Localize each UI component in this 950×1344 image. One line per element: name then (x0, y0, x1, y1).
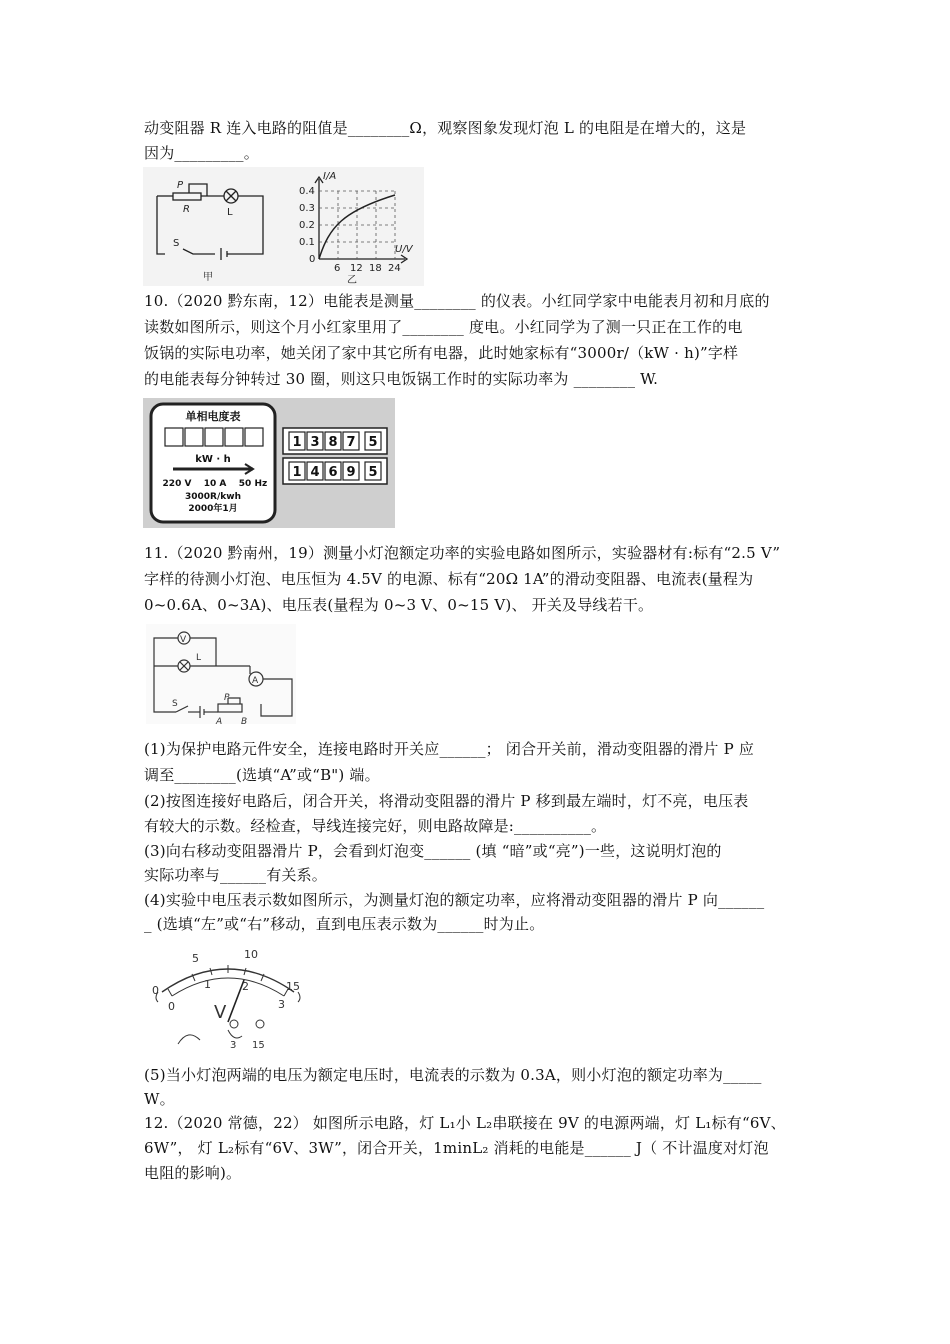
text-line: (1)为保护电路元件安全，连接电路时开关应______； 闭合开关前，滑动变阻器的滑片 P 应 (144, 740, 755, 758)
meter-unit: kW · h (195, 454, 231, 465)
reading1-digit: 1 (292, 435, 302, 450)
reading2-digit: 9 (346, 465, 356, 480)
text-line: 11.（2020 黔南州，19）测量小灯泡额定功率的实验电路如图所示，实验器材有:标有“2.5 V” (144, 544, 781, 562)
text-line: 读数如图所示，则这个月小红家里用了________ 度电。小红同学为了测一只正在工作的电 (144, 318, 743, 336)
reading2-digit: 1 (292, 465, 302, 480)
text-line: 有较大的示数。经检查，导线连接完好，则电路故障是:__________。 (144, 817, 607, 835)
scale-outer: 15 (286, 980, 300, 993)
text-line: W。 (144, 1090, 175, 1108)
text-line: 10.（2020 黔东南，12）电能表是测量________ 的仪表。小红同学家中电能表月初和月底的 (144, 292, 770, 310)
xtick: 18 (369, 263, 382, 274)
text-line: 调至________(选填“A”或“B") 端。 (144, 766, 380, 784)
xtick: 24 (388, 263, 401, 274)
meter-date: 2000年1月 (188, 504, 238, 514)
label-s: S (173, 238, 180, 249)
caption-yi: 乙 (347, 275, 357, 286)
text-line: _ (选填“左”或“右”移动，直到电压表示数为______时为止。 (144, 915, 545, 933)
label-switch: S (172, 699, 178, 709)
text-line: 字样的待测小灯泡、电压恒为 4.5V 的电源、标有“20Ω 1A”的滑动变阻器、电流表(量程为 (144, 570, 754, 588)
ytick: 0.3 (299, 203, 315, 214)
terminal-label: 15 (252, 1040, 265, 1051)
dial-unit: V (214, 1002, 227, 1023)
meter-title: 单相电度表 (185, 410, 241, 423)
reading2-decimal: 5 (368, 465, 378, 480)
text-line: 电阻的影响)。 (144, 1164, 242, 1182)
text-line: (3)向右移动变阻器滑片 P，会看到灯泡变______ (填 “暗”或“亮”)一些，这说明灯泡的 (144, 842, 722, 860)
ytick: 0.4 (299, 186, 315, 197)
text-line: 12.（2020 常德，22） 如图所示电路，灯 L₁小 L₂串联接在 9V 的电源两端，灯 L₁标有“6V、 (144, 1114, 786, 1132)
text-line: 动变阻器 R 连入电路的阻值是________Ω，观察图象发现灯泡 L 的电阻是在增大的，这是 (144, 119, 747, 137)
label-ammeter: A (252, 676, 259, 686)
graph-ylabel: I/A (323, 171, 337, 182)
reading2-digit: 6 (328, 465, 338, 480)
ytick: 0 (309, 254, 316, 265)
label-voltmeter: V (180, 635, 187, 645)
label-slider: P (224, 693, 230, 703)
text-line: 饭锅的实际电功率，她关闭了家中其它所有电器，此时她家标有“3000r/（kW · h)”字样 (144, 344, 739, 362)
test-circuit-figure (146, 624, 296, 724)
label-l: L (227, 207, 233, 218)
text-line: 因为_________。 (144, 144, 259, 162)
text-line: 的电能表每分钟转过 30 圈，则这只电饭锅工作时的实际功率为 ________ W. (144, 370, 659, 388)
scale-inner: 2 (242, 980, 249, 993)
meter-spec-frequency: 50 Hz (238, 479, 268, 489)
circuit-graph-figure (143, 167, 424, 286)
meter-rev: 3000R/kwh (185, 492, 241, 502)
xtick: 6 (334, 263, 341, 274)
voltmeter-dial-figure (148, 944, 308, 1056)
text-line: 6W”， 灯 L₂标有“6V、3W”，闭合开关，1minL₂ 消耗的电能是______ J（ 不计温度对灯泡 (144, 1139, 769, 1157)
reading2-digit: 4 (310, 465, 320, 480)
text-line: (2)按图连接好电路后，闭合开关，将滑动变阻器的滑片 P 移到最左端时，灯不亮，电压表 (144, 792, 749, 810)
text-line: 0~0.6A、0~3A)、电压表(量程为 0~3 V、0~15 V)、 开关及导线若干。 (144, 596, 654, 614)
text-line: 实际功率与______有关系。 (144, 866, 328, 884)
terminal-label: 3 (230, 1040, 237, 1051)
label-end-a: A (216, 717, 223, 724)
scale-outer: 0 (152, 984, 159, 997)
reading1-digit: 3 (310, 435, 320, 450)
ytick: 0.1 (299, 237, 315, 248)
meter-spec-voltage: 220 V (162, 479, 192, 489)
scale-outer: 5 (192, 952, 199, 965)
scale-outer: 10 (244, 948, 258, 961)
electricity-meter-figure (143, 398, 395, 528)
reading1-digit: 8 (328, 435, 338, 450)
scale-inner: 0 (168, 1000, 175, 1013)
scale-inner: 1 (204, 978, 211, 991)
label-lamp: L (196, 653, 202, 663)
xtick: 12 (350, 263, 363, 274)
label-end-b: B (241, 717, 248, 724)
graph-xlabel: U/V (395, 244, 413, 255)
scale-inner: 3 (278, 998, 285, 1011)
reading1-decimal: 5 (368, 435, 378, 450)
text-line: (4)实验中电压表示数如图所示，为测量灯泡的额定功率，应将滑动变阻器的滑片 P 向______ (144, 891, 765, 909)
label-p: P (177, 180, 184, 191)
ytick: 0.2 (299, 220, 315, 231)
text-line: (5)当小灯泡两端的电压为额定电压时，电流表的示数为 0.3A，则小灯泡的额定功率为_____ (144, 1066, 762, 1084)
meter-spec-current: 10 A (203, 479, 227, 489)
label-r: R (183, 204, 190, 215)
reading1-digit: 7 (346, 435, 356, 450)
caption-jia: 甲 (203, 272, 213, 283)
